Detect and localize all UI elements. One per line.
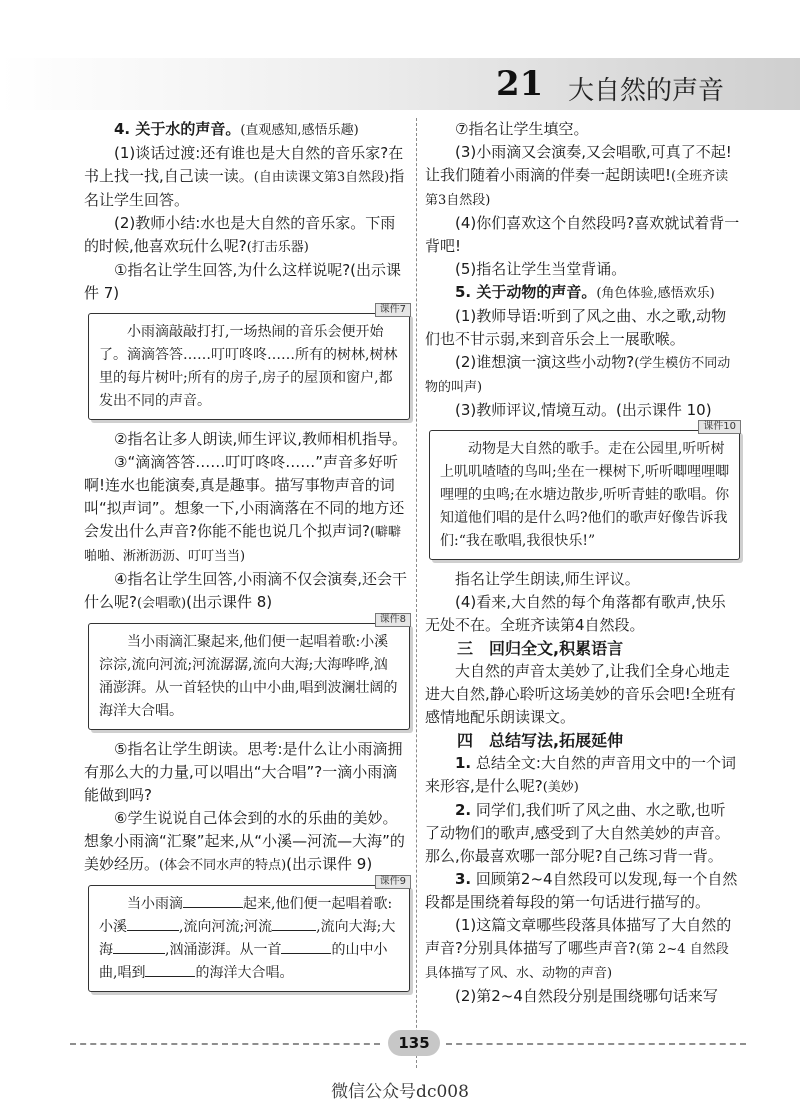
courseware-box-8 (88, 614, 410, 730)
footer-dash-left (70, 1043, 380, 1045)
fill-blank (127, 916, 179, 931)
paragraph: ⑥学生说说自己体会到的水的乐曲的美妙。想象小雨滴“汇聚”起来,从“小溪—河流—大海”的美妙经历。(体会不同水声的特点)(出示课件 9) (84, 809, 405, 873)
paragraph: (3)小雨滴又会演奏,又会唱歌,可真了不起!让我们随着小雨滴的伴奏一起朗读吧!(全班齐读第3自然段) (425, 143, 732, 208)
step-5-heading: 5. 关于动物的声音。(角色体验,感悟欢乐) (455, 283, 715, 301)
page-number: 135 (388, 1030, 440, 1056)
section-heading-3: 三 回归全文,积累语言 (457, 639, 624, 658)
footer-dash-right (446, 1043, 746, 1045)
left-column (84, 118, 410, 1000)
paragraph: (1)这篇文章哪些段落具体描写了大自然的声音?分别具体描写了哪些声音?(第 2~4 自然段具体描写了风、水、动物的声音) (425, 916, 732, 981)
paragraph: (5)指名让学生当堂背诵。 (455, 260, 627, 278)
paragraph: (1)谈话过渡:还有谁也是大自然的音乐家?在书上找一找,自己读一读。(自由读课文第3自然段)指名让学生回答。 (84, 144, 405, 209)
paragraph: 大自然的声音太美妙了,让我们全身心地走进大自然,静心聆听这场美妙的音乐会吧!全班有感情地配乐朗读课文。 (425, 662, 736, 726)
step-4-heading: 4. 关于水的声音。(直观感知,感悟乐趣) (114, 120, 359, 138)
courseware-box-9 (88, 876, 410, 992)
box-text: 动物是大自然的歌手。走在公园里,听听树上叽叽喳喳的鸟叫;坐在一棵树下,听听唧哩哩唧哩哩的虫鸣;在水塘边散步,听听青蛙的歌唱。你知道他们唱的是什么吗?他们的歌声好像告诉我们:“我在歌唱,我很快乐!” (440, 441, 730, 549)
fill-blank (281, 939, 331, 954)
lesson-title: 大自然的声音 (568, 76, 725, 106)
watermark-text: 微信公众号dc008 (331, 1082, 469, 1102)
paragraph: ④指名让学生回答,小雨滴不仅会演奏,还会干什么呢?(会唱歌)(出示课件 8) (84, 570, 407, 611)
paragraph: (3)教师评议,情境互动。(出示课件 10) (455, 401, 712, 419)
paragraph: ①指名让学生回答,为什么这样说呢?(出示课件 7) (84, 261, 402, 302)
paragraph: (2)谁想演一演这些小动物?(学生模仿不同动物的叫声) (425, 353, 731, 395)
box-text: 当小雨滴汇聚起来,他们便一起唱着歌:小溪淙淙,流向河流;河流潺潺,流向大海;大海哗哗,汹涌澎湃。从一首轻快的山中小曲,唱到波澜壮阔的海洋大合唱。 (99, 634, 398, 719)
paragraph: (4)看来,大自然的每个角落都有歌声,快乐无处不在。全班齐读第4自然段。 (425, 593, 726, 634)
paragraph: (2)教师小结:水也是大自然的音乐家。下雨的时候,他喜欢玩什么呢?(打击乐器) (84, 214, 396, 255)
fill-blank (113, 939, 165, 954)
courseware-tag: 课件9 (375, 875, 411, 889)
lesson-number: 21 (496, 64, 544, 104)
paragraph: 2. 同学们,我们听了风之曲、水之歌,也听了动物们的歌声,感受到了大自然美妙的声音。那么,你最喜欢哪一部分呢?自己练习背一背。 (425, 801, 730, 865)
courseware-tag: 课件8 (375, 613, 411, 627)
fill-in-text: 当小雨滴 起来,他们便一起唱着歌:小溪 ,流向河流;河流 ,流向大海;大海 ,汹涌澎湃。从一首 的山中小曲,唱到 的海洋大合唱。 (99, 893, 401, 985)
paragraph: 指名让学生朗读,师生评议。 (455, 570, 640, 588)
paragraph: 1. 总结全文:大自然的声音用文中的一个词来形容,是什么呢?(美妙) (425, 754, 736, 795)
section-heading-4: 四 总结写法,拓展延伸 (457, 731, 624, 750)
courseware-box-10 (429, 421, 740, 560)
paragraph: ⑦指名让学生填空。 (455, 120, 589, 138)
box-text: 小雨滴敲敲打打,一场热闹的音乐会便开始了。滴滴答答……叮叮咚咚……所有的树林,树林里的每片树叶;所有的房子,房子的屋顶和窗户,都发出不同的声音。 (99, 324, 398, 409)
paragraph: 3. 回顾第2~4自然段可以发现,每一个自然段都是围绕着每段的第一句话进行描写的。 (425, 870, 738, 911)
paragraph: (4)你们喜欢这个自然段吗?喜欢就试着背一背吧! (425, 214, 740, 255)
column-divider (416, 118, 417, 1068)
paragraph: ②指名让多人朗读,师生评议,教师相机指导。 (114, 430, 407, 448)
lesson-header (0, 58, 800, 110)
fill-blank (183, 893, 243, 908)
paragraph: ⑤指名让学生朗读。思考:是什么让小雨滴拥有那么大的力量,可以唱出“大合唱”?一滴小雨滴能做到吗? (84, 740, 403, 804)
paragraph: (1)教师导语:听到了风之曲、水之歌,动物们也不甘示弱,来到音乐会上一展歌喉。 (425, 307, 727, 348)
courseware-tag: 课件7 (375, 303, 411, 317)
paragraph: (2)第2~4自然段分别是围绕哪句话来写 (455, 987, 718, 1005)
paragraph: ③“滴滴答答……叮叮咚咚……”声音多好听啊!连水也能演奏,真是趣事。描写事物声音的词叫“拟声词”。想象一下,小雨滴落在不同的地方还会发出什么声音?你能不能也说几个拟声词?(噼噼啪啪、淅淅沥沥、叮叮当当) (84, 453, 405, 564)
fill-blank (145, 962, 195, 977)
courseware-tag: 课件10 (698, 420, 741, 434)
courseware-box-7 (88, 304, 410, 420)
fill-blank (272, 916, 316, 931)
right-column (425, 118, 740, 1008)
